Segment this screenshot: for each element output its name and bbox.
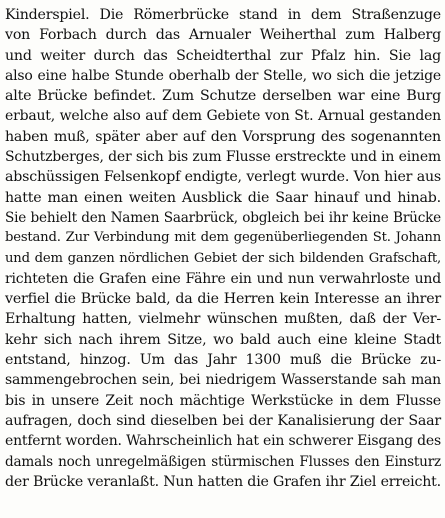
text-line: also eine halbe Stunde oberhalb der Stelle, wo sich die jetzige [5,67,441,84]
text-line: bis in unsere Zeit noch mächtige Werkstücke in dem Flusse [5,392,441,409]
text-line: richteten die Grafen eine Fähre ein und nun verwahrloste und [5,270,441,287]
text-line: Kinderspiel. Die Römerbrücke stand in dem Straßenzuge [5,7,441,23]
text-line: aufragen, doch sind dieselben bei der Kanalisierung der Saar [5,412,441,429]
text-line: und dem ganzen nördlichen Gebiet der sich bildenden Grafschaft, [5,250,441,266]
text-line: damals noch unregelmäßigen stürmischen Flusses den Einsturz [5,453,441,470]
text-line: kehr sich nach ihrem Sitze, wo bald auch eine kleine Stadt [5,331,441,348]
text-line: entfernt worden. Wahrscheinlich hat ein schwerer Eisgang des [5,433,441,450]
text-line: sammengebrochen sein, bei niedrigem Wasserstande sah man [5,372,441,389]
text-line: Schutzberges, der sich bis zum Flusse erstreckte und in einem [5,149,441,166]
text-line: entstand, hinzog. Um das Jahr 1300 muß die Brücke zu- [5,352,441,369]
body-text [5,5,441,492]
text-line: haben muß, später aber auf den Vorsprung des sogenannten [5,128,441,145]
text-line: von Forbach durch das Arnualer Weiherthal zum Halberg [5,27,441,44]
text-line: Sie behielt den Namen Saarbrück, obgleich bei ihr keine Brücke [5,209,441,226]
text-line: hatte man einen weiten Ausblick die Saar hinauf und hinab. [5,189,441,206]
text-line: alte Brücke befindet. Zum Schutze derselben war eine Burg [5,88,441,105]
text-line: verfiel die Brücke bald, da die Herren kein Interesse an ihrer [5,291,441,308]
text-line: abschüssigen Felsenkopf endigte, verlegt wurde. Von hier aus [5,169,441,186]
text-line: Erhaltung hatten, vielmehr wünschen mußten, daß der Ver- [5,311,441,328]
text-line: bestand. Zur Verbindung mit dem gegenüberliegenden St. Johann [5,230,441,246]
text-line: der Brücke veranlaßt. Nun hatten die Grafen ihr Ziel erreicht. [5,473,441,490]
text-line: und weiter durch das Scheidterthal zur Pfalz hin. Sie lag [5,47,441,64]
text-line: erbaut, welche also auf dem Gebiete von St. Arnual gestanden [5,108,441,125]
